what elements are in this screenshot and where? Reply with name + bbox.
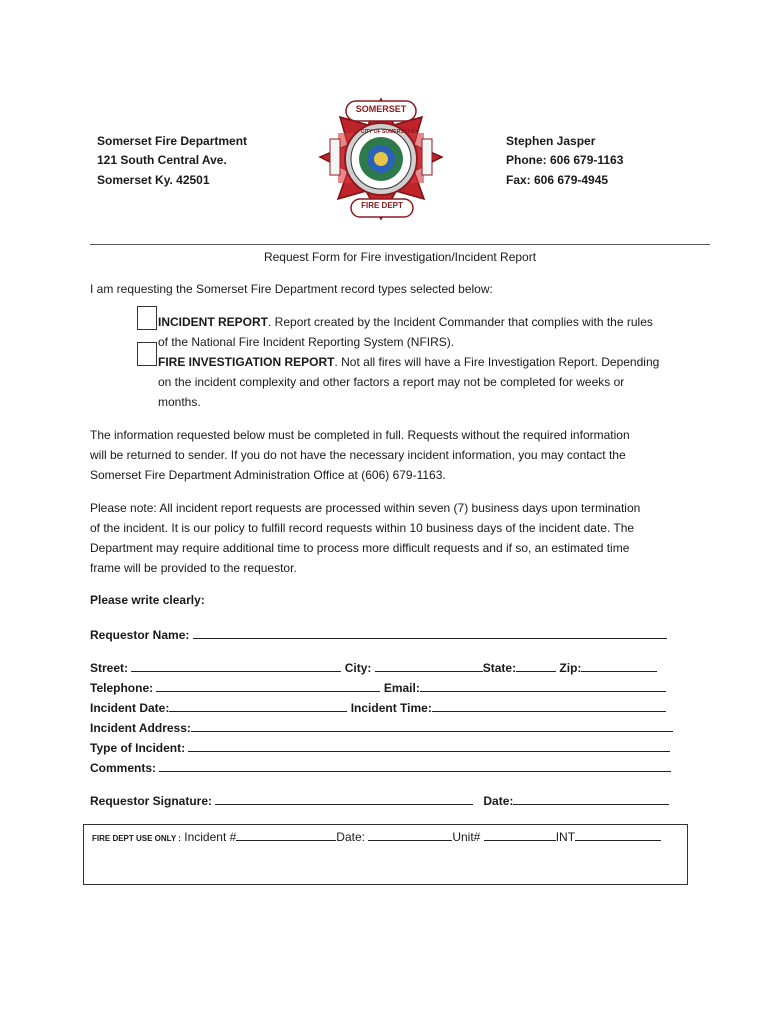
dept-name: Somerset Fire Department	[97, 134, 248, 148]
type-of-incident-label: Type of Incident:	[90, 741, 186, 755]
telephone-row	[90, 679, 666, 695]
office-int-field[interactable]	[575, 828, 661, 841]
signature-row	[90, 792, 669, 808]
requestor-signature-label: Requestor Signature:	[90, 794, 213, 808]
para1-line3: Somerset Fire Department Administration Office at (606) 679-1163.	[90, 468, 446, 482]
street-label: Street:	[90, 661, 129, 675]
dept-street: 121 South Central Ave.	[97, 153, 227, 167]
requestor-signature-field[interactable]	[215, 792, 473, 805]
incident-date-field[interactable]	[169, 699, 347, 712]
header-divider	[90, 244, 710, 245]
option-incident-report-text: . Report created by the Incident Commander that complies with the rules	[268, 315, 653, 329]
requestor-name-field[interactable]	[193, 626, 667, 639]
office-date-field[interactable]	[368, 828, 452, 841]
type-of-incident-row	[90, 739, 670, 755]
logo-top-text: SOMERSET	[355, 104, 407, 114]
incident-date-row	[90, 699, 666, 715]
zip-label: Zip:	[559, 661, 582, 675]
office-unit-field[interactable]	[484, 828, 556, 841]
please-write-heading: Please write clearly:	[90, 593, 205, 607]
telephone-label: Telephone:	[90, 681, 154, 695]
office-int-label: INT	[555, 830, 576, 844]
contact-phone: Phone: 606 679-1163	[506, 153, 624, 167]
logo-bottom-text: FIRE DEPT	[361, 201, 403, 210]
option-fire-investigation-text: . Not all fires will have a Fire Investigation Report. Depending	[334, 355, 660, 369]
form-title: Request Form for Fire investigation/Incident Report	[263, 250, 537, 264]
office-unit-label: Unit#	[452, 830, 481, 844]
office-use-label: FIRE DEPT USE ONLY :	[92, 834, 181, 843]
para2-line1: Please note: All incident report requests are processed within seven (7) business days upon termination	[90, 501, 641, 515]
comments-field[interactable]	[159, 759, 671, 772]
para2-line2: of the incident. It is our policy to fulfill record requests within 10 business days of the incident date. The	[90, 521, 635, 535]
city-field[interactable]	[375, 659, 483, 672]
incident-address-field[interactable]	[191, 719, 673, 732]
option-incident-report	[158, 315, 653, 329]
incident-time-field[interactable]	[432, 699, 666, 712]
incident-time-label: Incident Time:	[350, 701, 432, 715]
contact-fax: Fax: 606 679-4945	[506, 173, 609, 187]
office-use-box	[83, 824, 688, 885]
para2-line4: frame will be provided to the requestor.	[90, 561, 297, 575]
address-row	[90, 659, 657, 675]
intro-text: I am requesting the Somerset Fire Department record types selected below:	[90, 282, 493, 296]
city-label: City:	[344, 661, 372, 675]
contact-name: Stephen Jasper	[506, 134, 596, 148]
incident-report-checkbox[interactable]	[137, 306, 157, 330]
email-label: Email:	[383, 681, 420, 695]
office-incident-field[interactable]	[236, 828, 336, 841]
signature-date-field[interactable]	[513, 792, 669, 805]
comments-label: Comments:	[90, 761, 157, 775]
requestor-name-row	[90, 626, 667, 642]
para1-line1: The information requested below must be completed in full. Requests without the required information	[90, 428, 630, 442]
zip-field[interactable]	[581, 659, 657, 672]
email-field[interactable]	[420, 679, 666, 692]
logo-ring-text: CITY OF SOMERSET KY	[361, 129, 419, 135]
type-of-incident-field[interactable]	[188, 739, 670, 752]
office-use-row	[92, 828, 661, 844]
option-fire-investigation-label: FIRE INVESTIGATION REPORT	[158, 355, 335, 369]
state-label: State:	[482, 661, 517, 675]
incident-address-row	[90, 719, 673, 735]
option-fire-investigation-text2: on the incident complexity and other factors a report may not be completed for weeks or	[158, 375, 625, 389]
telephone-field[interactable]	[156, 679, 380, 692]
option-fire-investigation	[158, 355, 659, 369]
fire-dept-logo	[316, 95, 446, 225]
requestor-name-label: Requestor Name:	[90, 628, 190, 642]
option-fire-investigation-text3: months.	[158, 395, 201, 409]
street-field[interactable]	[131, 659, 341, 672]
option-incident-report-text2: of the National Fire Incident Reporting System (NFIRS).	[158, 335, 455, 349]
comments-row	[90, 759, 671, 775]
fire-investigation-checkbox[interactable]	[137, 342, 157, 366]
office-date-label: Date:	[336, 830, 365, 844]
office-incident-label: Incident #	[184, 830, 237, 844]
signature-date-label: Date:	[483, 794, 514, 808]
para2-line3: Department may require additional time to process more difficult requests and if so, an estimated time	[90, 541, 630, 555]
incident-date-label: Incident Date:	[90, 701, 170, 715]
para1-line2: will be returned to sender. If you do not have the necessary incident information, you may contact the	[90, 448, 626, 462]
dept-city: Somerset Ky. 42501	[97, 173, 210, 187]
option-incident-report-label: INCIDENT REPORT	[158, 315, 269, 329]
logo-year: 1888	[374, 182, 388, 188]
incident-address-label: Incident Address:	[90, 721, 191, 735]
state-field[interactable]	[516, 659, 556, 672]
